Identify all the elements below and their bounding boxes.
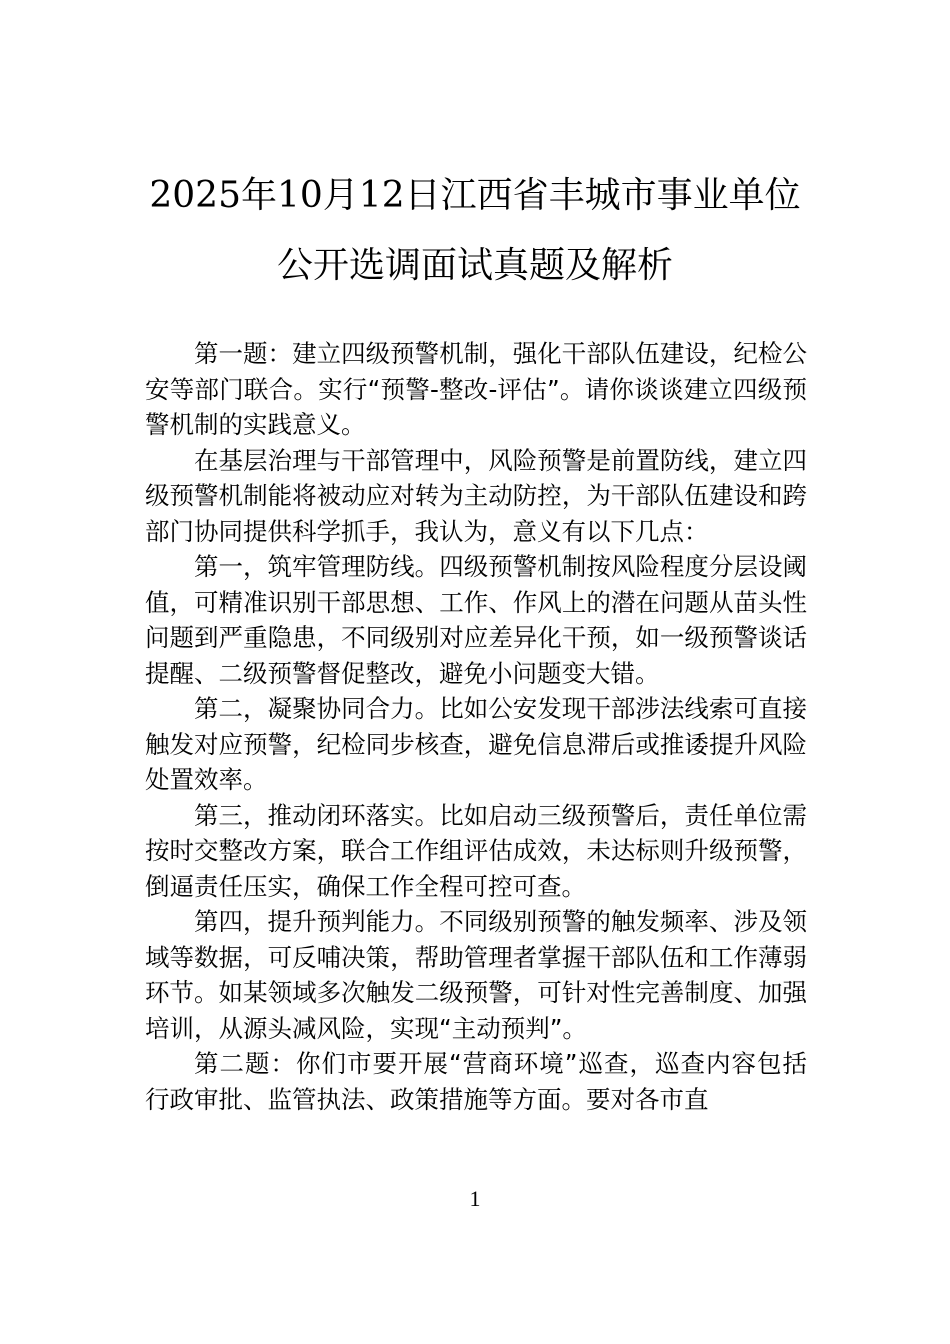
document-body — [145, 336, 807, 1117]
answer-point-1-paragraph: 第一，筑牢管理防线。四级预警机制按风险程度分层设阈值，可精准识别干部思想、工作、作风上的潜在问题从苗头性问题到严重隐患，不同级别对应差异化干预，如一级预警谈话提醒、二级预警督促整改，避免小问题变大错。 — [145, 552, 807, 688]
answer-point-4-paragraph: 第四，提升预判能力。不同级别预警的触发频率、涉及领域等数据，可反哺决策，帮助管理者掌握干部队伍和工作薄弱环节。如某领域多次触发二级预警，可针对性完善制度、加强培训，从源头减风险，实现“主动预判”。 — [145, 907, 807, 1043]
document-title-line-2: 公开选调面试真题及解析 — [276, 245, 673, 286]
answer-intro-paragraph: 在基层治理与干部管理中，风险预警是前置防线，建立四级预警机制能将被动应对转为主动防控，为干部队伍建设和跨部门协同提供科学抓手，我认为，意义有以下几点： — [145, 445, 807, 546]
question-1-paragraph: 第一题：建立四级预警机制，强化干部队伍建设，纪检公安等部门联合。实行“预警-整改-评估”。请你谈谈建立四级预警机制的实践意义。 — [145, 339, 807, 439]
answer-point-2-paragraph: 第二，凝聚协同合力。比如公安发现干部涉法线索可直接触发对应预警，纪检同步核查，避免信息滞后或推诿提升风险处置效率。 — [145, 694, 807, 794]
page-number: 1 — [469, 1186, 481, 1211]
answer-point-3-paragraph: 第三，推动闭环落实。比如启动三级预警后，责任单位需按时交整改方案，联合工作组评估成效，未达标则升级预警，倒逼责任压实，确保工作全程可控可查。 — [145, 800, 807, 901]
question-2-paragraph: 第二题：你们市要开展“营商环境”巡查，巡查内容包括行政审批、监管执法、政策措施等方面。要对各市直 — [145, 1049, 807, 1114]
document-title-line-1: 2025年10月12日江西省丰城市事业单位 — [149, 175, 801, 216]
